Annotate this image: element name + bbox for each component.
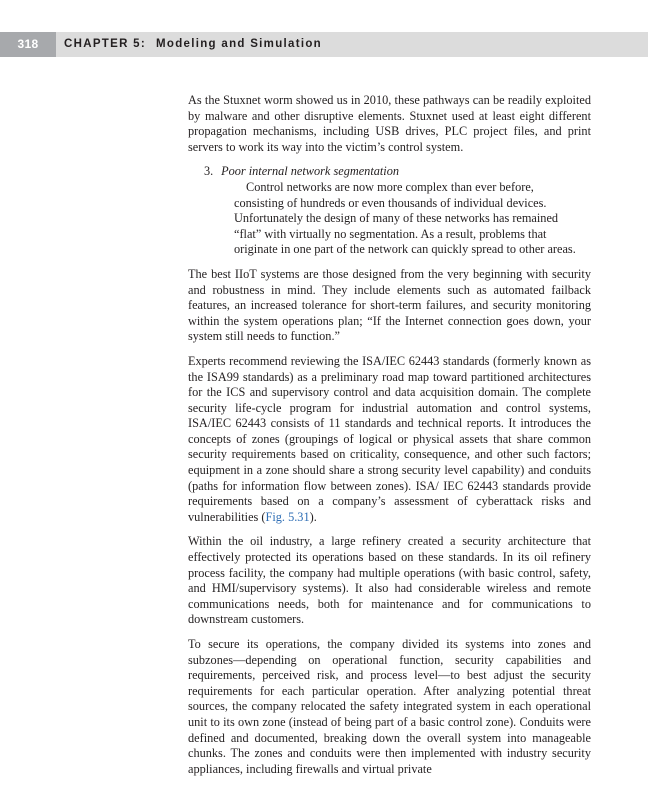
paragraph-text: Experts recommend reviewing the ISA/IEC 62443 standards (formerly known as the ISA99 standards) as a preliminary road map toward partitioned architectures for the ICS and supervisory control and data acquisition domain. The complete security life-cycle program for industrial automation and control systems, ISA/IEC 62443 consists of 11 standards and technical reports. It introduces the concepts of zones (groupings of logical or physical assets that share common security requirements based on criticality, consequence, and other such factors; equipment in a zone should share a strong security level capability) and conduits (paths for information flow between zones). ISA/ IEC 62443 standards provide requirements based on a company’s assessment of cyberattack risks and vulnerabilities ( <box>188 353 591 524</box>
page-number: 318 <box>0 32 56 57</box>
list-item-line: consisting of hundreds or even thousands of individual devices. <box>234 195 547 210</box>
paragraph-zones-conduits: To secure its operations, the company divided its systems into zones and subzones—depending on operational function, security capabilities and requirements, perceived risk, and process level—to best adjust the security requirements for each particular operation. After analyzing potential threat sources, the company relocated the safety integrated system in each operational unit to its own zone (instead of being part of a basic control zone). Conduits were defined and documented, breaking down the overall system into manageable chunks. The zones and conduits were then implemented with industry security appliances, including firewalls and virtual private <box>188 637 591 776</box>
chapter-title: Modeling and Simulation <box>156 38 322 50</box>
list-item-segmentation <box>204 164 591 258</box>
paragraph-iiot-systems: The best IIoT systems are those designed from the very beginning with security and robustness in mind. They include elements such as automated failback features, an increased tolerance for short-term failures, and security monitoring within the system operations plan; “If the Internet connection goes down, your system still needs to function.” <box>188 266 591 344</box>
paragraph-isa-iec-standards <box>188 354 591 526</box>
list-item-title: Poor internal network segmentation <box>221 164 400 179</box>
paragraph-text-end: ). <box>309 509 317 524</box>
list-item-line: Control networks are now more complex than ever before, <box>246 179 534 194</box>
figure-link[interactable]: Fig. 5.31 <box>265 509 310 524</box>
list-item-line: Unfortunately the design of many of these networks has remained <box>234 211 559 226</box>
list-item-heading <box>204 164 591 180</box>
paragraph-oil-refinery: Within the oil industry, a large refinery created a security architecture that effectively protected its operations based on these standards. In its oil refinery process facility, the company had multiple operations (with basic control, safety, and HMI/supervisory systems). It also had considerable wireless and remote communications needs, both for maintenance and for communications to downstream customers. <box>188 534 591 627</box>
chapter-label: CHAPTER 5: <box>64 38 147 50</box>
page-body <box>188 93 591 786</box>
list-item-number: 3. <box>204 164 214 179</box>
list-item-body <box>234 180 591 258</box>
list-item-line: “flat” with virtually no segmentation. As a result, problems that <box>234 226 547 241</box>
paragraph-stuxnet: As the Stuxnet worm showed us in 2010, these pathways can be readily exploited by malware and other disruptive elements. Stuxnet used at least eight different propagation mechanisms, including USB drives, PLC project files, and print servers to work its way into the victim’s control system. <box>188 93 591 154</box>
running-header <box>0 32 648 57</box>
chapter-heading <box>64 32 322 57</box>
list-item-line: originate in one part of the network can quickly spread to other areas. <box>234 242 576 257</box>
